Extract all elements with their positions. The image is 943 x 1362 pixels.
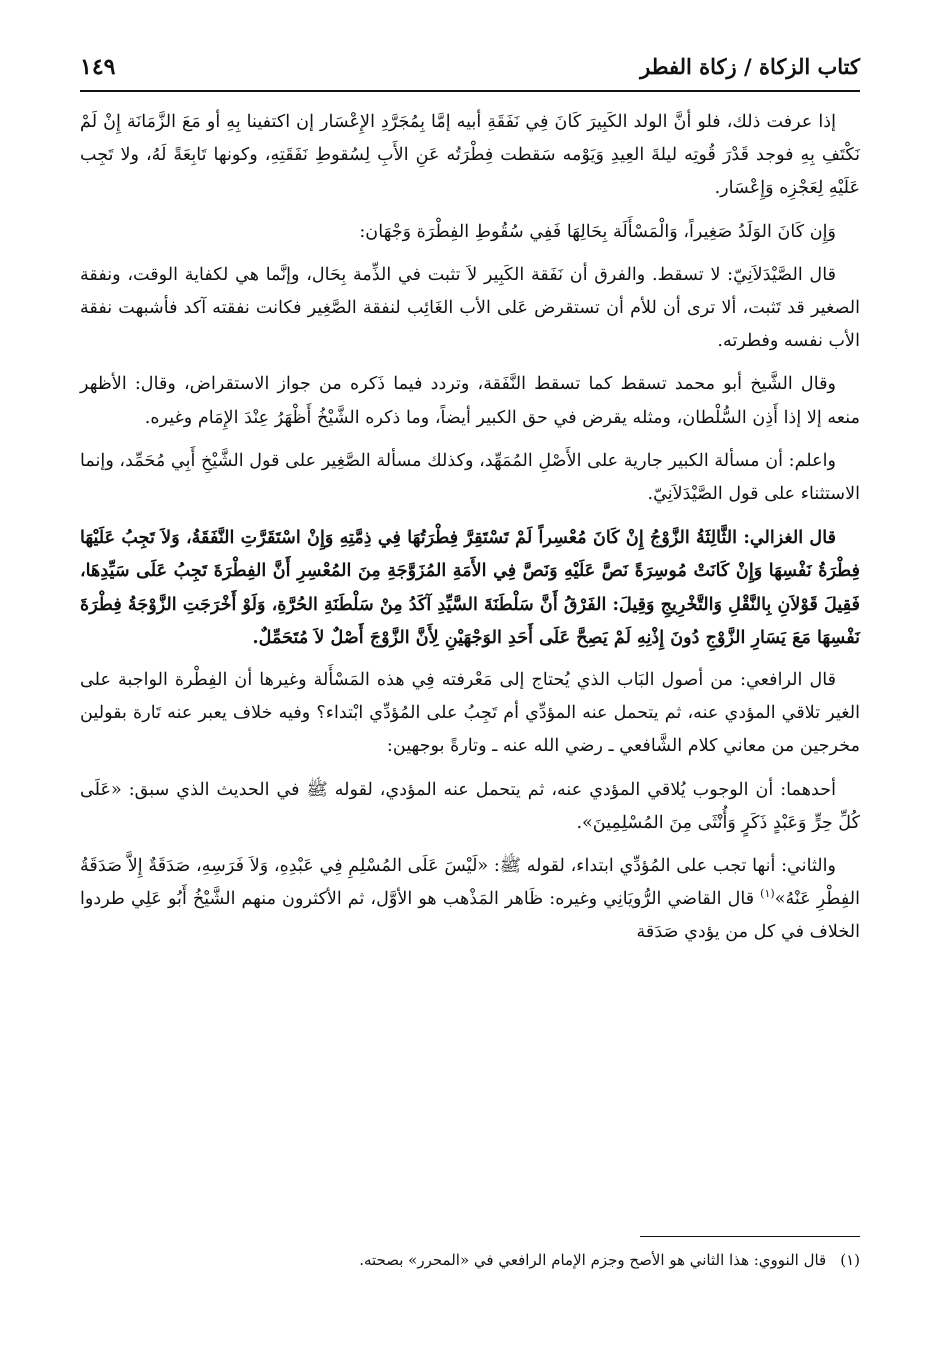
footnote-divider	[640, 1236, 860, 1237]
paragraph-8: أحدهما: أن الوجوب يُلاقي المؤدي عنه، ثم يتحمل عنه المؤدي، لقوله ﷺ في الحديث الذي سبق: «عَلَى كُلِّ حِرٍّ وَعَبْدٍ ذَكَرٍ وَأُنْثَى مِنَ المُسْلِمِينَ».	[80, 779, 860, 833]
footnote	[80, 1248, 860, 1272]
book-page	[80, 52, 860, 1322]
paragraph-3: قال الصَّيْدَلاَنِيّ: لا تسقط. والفرق أن نَفَقة الكَبِير لاَ تثبت في الذِّمة بِحَال، وإنَّما هي لكفاية الوقت، ونفقة الصغير قد تَثبت، ألا ترى أن للأم أن تستقرض عَلى الأب الغَائِب لنفقة الصَّغِير فكانت نفقته آكد فأشبهت نفقة الأب نفسه وفطرته.	[80, 264, 860, 352]
paragraph-9-part-2: قال القاضي الرُّويَانِي وغيره: ظَاهر المَذْهب هو الأوَّل، ثم الأكثرون منهم الشَّيْخُ أَبُو عَلِي طردوا الخلاف في كل من يؤدي صَدَقة	[80, 889, 860, 943]
paragraph-2: وَإِن كَانَ الوَلَدُ صَغِيراً، وَالْمَسْأَلَة بِحَالِهَا فَفِي سُقُوطِ الفِطْرَة وَجْهَان:	[359, 221, 836, 242]
paragraph-5: واعلم: أن مسألة الكبير جارية على الأَصْلِ المُمَهِّد، وكذلك مسألة الصَّغِير على قول الشَّيْخِ أَبِي مُحَمِّد، وإنما الاستثناء على قول الصَّيْدَلاَنِيّ.	[80, 450, 860, 505]
paragraph-9-part-1: والثاني: أنها تجب على المُؤدِّي ابتداء، لقوله ﷺ: «لَيْسَ عَلَى المُسْلِمِ فِي عَبْدِهِ، وَلاَ فَرَسِهِ، صَدَقَةٌ إِلاَّ صَدَقَةُ الفِطْرِ عَنْهُ»	[80, 856, 860, 910]
paragraph-9	[80, 850, 860, 950]
footnote-mark: (١)	[840, 1251, 860, 1269]
paragraph-7: قال الرافعي: من أصول البَاب الذي يُحتاج إلى مَعْرفته فِي هذه المَسْأَلة وغيرها أن الفِطْرة الواجبة على الغير تلاقي المؤدي عنه، ثم يتحمل عنه المؤدِّي أم تَجِبُ على المُؤدِّي ابْتداء؟ وفيه خلاف يعبر عنه تَارة بقولين مخرجين من معاني كلام الشَّافعي ـ رضي الله عنه ـ وتارةً بوجهين:	[80, 670, 860, 757]
paragraph-ghazali-quote: قال الغزالي: الثَّالِثَةُ الزَّوْجُ إِنْ كَانَ مُعْسِراً لَمْ تَسْتَقِرَّ فِطْرَتُهَا فِي ذِمَّتِهِ وَإِنْ اسْتَقَرَّتِ النَّفَقَةُ، وَلاَ تَجِبُ عَلَيْهَا فِطْرَةُ نَفْسِهَا وَإِنْ كَانَتْ مُوسِرَةً نَصَّ عَلَيْهِ وَنَصَّ فِي الأَمَةِ المُزَوَّجَةِ مِنَ المُعْسِرِ أَنَّ الفِطْرَةَ تَجِبُ عَلَى سَيِّدِهَا، فَقِيلَ قَوْلاَنِ بِالنَّقْلِ وَالتَّخْرِيجِ وَقِيلَ: الفَرْقُ أَنَّ سَلْطَنَةَ السَّيِّدِ آكَدُ مِنْ سَلْطَنَةِ الحُرَّةِ، وَلَوْ أَخْرَجَتِ الزَّوْجَةُ فِطْرَةَ نَفْسِهَا مَعَ يَسَارِ الزَّوْجِ دُونَ إِذْنِهِ لَمْ يَصِحَّ عَلَى أَحَدِ الوَجْهَيْنِ لِأَنَّ الزَّوْجَ أَصْلٌ لاَ مُتَحَمِّلٌ.	[80, 527, 860, 648]
page-number: ١٤٩	[80, 54, 116, 80]
page-header	[80, 52, 860, 92]
paragraph-4: وقال الشَّيخ أبو محمد تسقط كما تسقط النَّفَقة، وتردد فيما ذَكره من جواز الاستقراض، وقال: الأظهر منعه إلا إذا أَذِن السُّلْطان، ومثله يقرض في حق الكبير أيضاً، وما ذكره الشَّيْخُ أَظْهَرُ عِنْدَ الإِمَام وغيره.	[80, 374, 860, 428]
footnote-reference: (١)	[760, 887, 775, 901]
main-text	[80, 106, 860, 950]
footnote-text: قال النووي: هذا الثاني هو الأصح وجزم الإمام الرافعي في «المحرر» بصحته.	[359, 1251, 827, 1269]
running-title: كتاب الزكاة / زكاة الفطر	[640, 54, 860, 79]
paragraph-1: إذا عرفت ذلك، فلو أنَّ الولد الكَبِيرَ كَانَ فِي نَفَقَةِ أبيه إمَّا بِمُجَرَّدِ الإِعْسَار إن اكتفينا بِهِ أو مَعَ الزَّمَانَة إِنْ لَمْ نَكْتَفِ بِهِ فوجد قَدْرَ قُوتِه ليلةَ العِيدِ وَيَوْمه سَقطت فِطْرَتُه عَنِ الأَبِ لِسُقوطِ نَفَقَتِهِ، وكونها تَابِعَةً لَهُ، ولا تَجِب عَلَيْهِ لِعَجْزِه وَإِعْسَار.	[80, 112, 860, 199]
